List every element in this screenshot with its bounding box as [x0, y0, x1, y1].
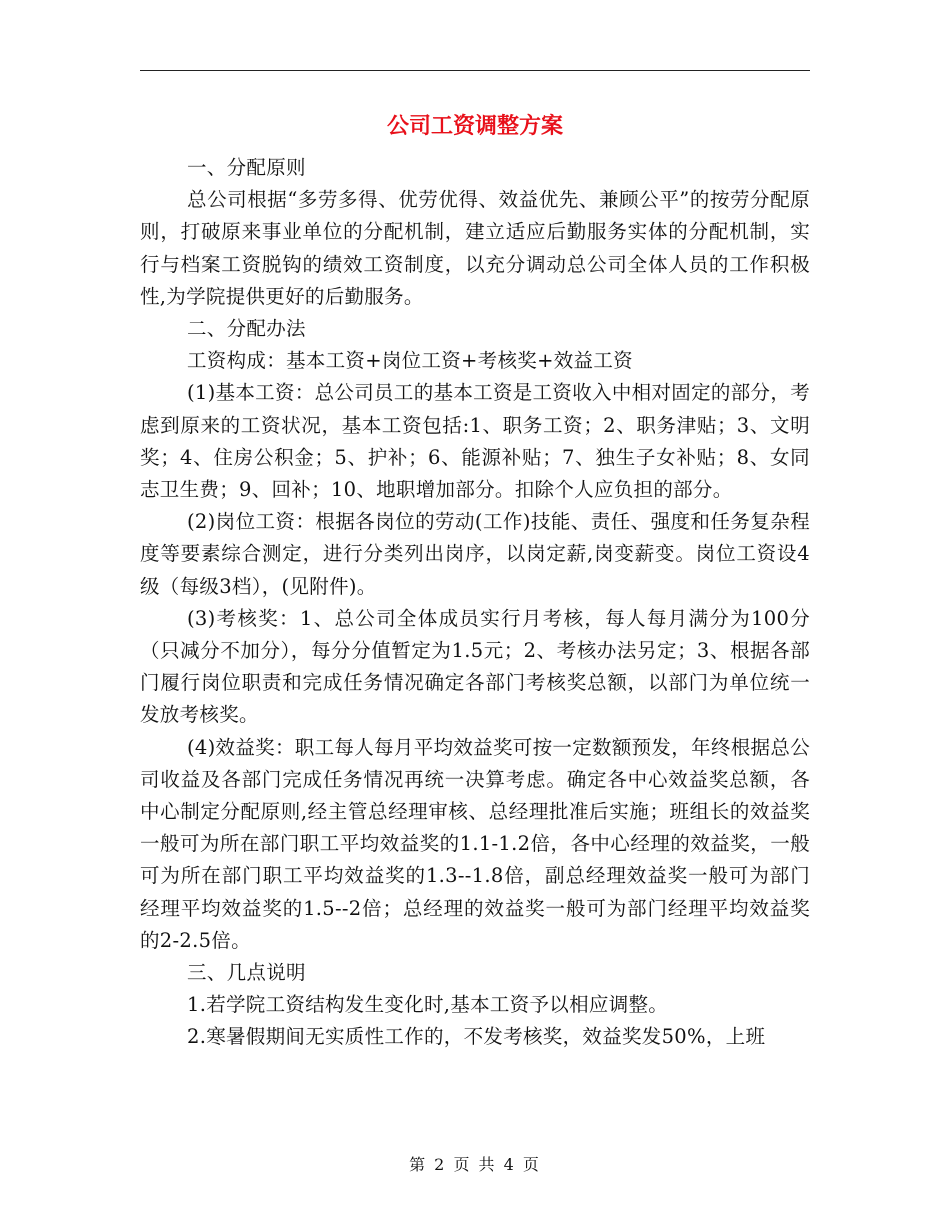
paragraph-principles: 总公司根据“多劳多得、优劳优得、效益优先、兼顾公平”的按劳分配原则，打破原来事业单位的分配机制，建立适应后勤服务实体的分配机制，实行与档案工资脱钩的绩效工资制度，以充分调动总公司全体人员的工作积极性,为学院提供更好的后勤服务。 — [140, 188, 810, 308]
document-page — [140, 100, 810, 1054]
header-rule — [140, 70, 810, 71]
section-heading-principles: 一、分配原则 — [187, 156, 306, 179]
paragraph-wage-composition: 工资构成：基本工资+岗位工资+考核奖+效益工资 — [187, 349, 633, 373]
paragraph-basic-wage: (1)基本工资：总公司员工的基本工资是工资收入中相对固定的部分，考虑到原来的工资状况，基本工资包括:1、职务工资；2、职务津贴；3、文明奖；4、住房公积金；5、护补；6、能源补贴；7、独生子女补贴；8、女同志卫生费；9、回补；10、地职增加部分。扣除个人应负担的部分。 — [140, 381, 810, 502]
section-heading-methods: 二、分配办法 — [187, 317, 306, 341]
page-number-footer: 第 2 页 共 4 页 — [409, 1155, 541, 1174]
paragraph-note-2: 2.寒暑假期间无实质性工作的，不发考核奖，效益奖发50%，上班 — [187, 1025, 766, 1049]
paragraph-position-wage: (2)岗位工资：根据各岗位的劳动(工作)技能、责任、强度和任务复杂程度等要素综合测定，进行分类列出岗序，以岗定薪,岗变薪变。岗位工资设4级（每级3档），(见附件)。 — [140, 510, 810, 598]
document-body — [140, 152, 810, 1054]
paragraph-benefit-bonus: (4)效益奖：职工每人每月平均效益奖可按一定数额预发，年终根据总公司收益及各部门完成任务情况再统一决算考虑。确定各中心效益奖总额，各中心制定分配原则,经主管总经理审核、总经理批准后实施；班组长的效益奖一般可为所在部门职工平均效益奖的1.1-1.2倍，各中心经理的效益奖，一般可为所在部门职工平均效益奖的1.3--1.8倍，副总经理效益奖一般可为部门经理平均效益奖的1.5--2倍；总经理的效益奖一般可为部门经理平均效益奖的2-2.5倍。 — [140, 735, 810, 952]
document-title: 公司工资调整方案 — [386, 113, 563, 139]
paragraph-assessment-bonus: (3)考核奖：1、总公司全体成员实行月考核，每人每月满分为100分（只减分不加分），每分分值暂定为1.5元；2、考核办法另定；3、根据各部门履行岗位职责和完成任务情况确定各部门考核奖总额，以部门为单位统一发放考核奖。 — [140, 606, 810, 727]
paragraph-note-1: 1.若学院工资结构发生变化时,基本工资予以相应调整。 — [187, 993, 669, 1017]
section-heading-notes: 三、几点说明 — [187, 961, 306, 985]
